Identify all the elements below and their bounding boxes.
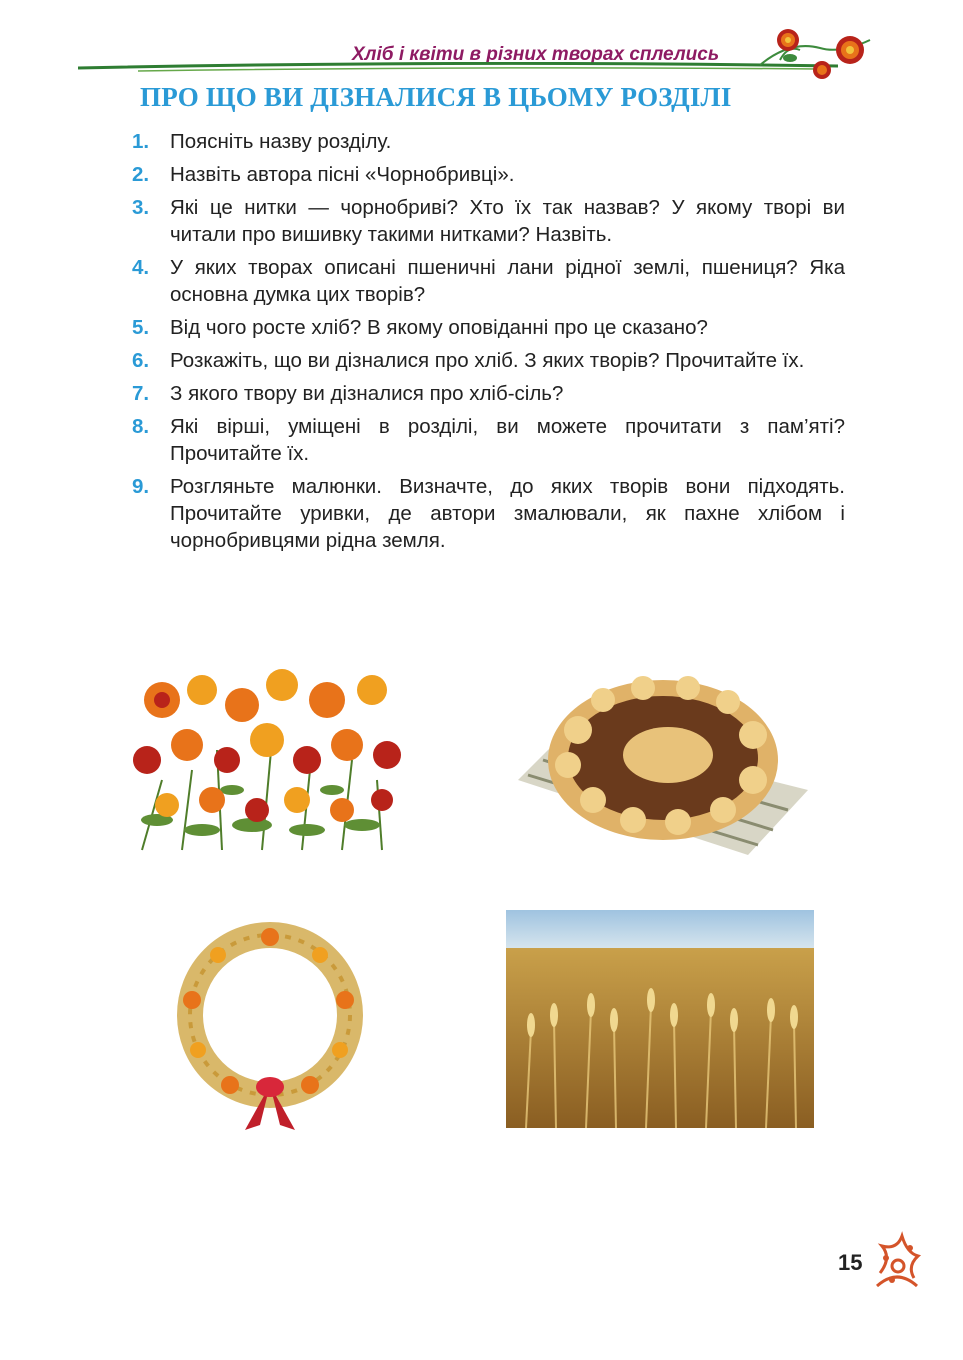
question-item bbox=[130, 194, 845, 248]
question-text: Від чого росте хліб? В якому оповіданні про це сказано? bbox=[170, 316, 708, 339]
question-number: 2. bbox=[132, 163, 150, 186]
wheat-field-photo bbox=[506, 910, 814, 1128]
question-item bbox=[130, 314, 845, 341]
header-stem-line bbox=[78, 62, 838, 76]
question-item bbox=[130, 254, 845, 308]
question-text: Назвіть автора пісні «Чорнобривці». bbox=[170, 163, 515, 186]
question-number: 9. bbox=[132, 475, 150, 498]
page-number: 15 bbox=[838, 1250, 863, 1275]
question-number: 6. bbox=[132, 349, 150, 372]
question-item bbox=[130, 413, 845, 467]
question-item bbox=[130, 347, 845, 374]
question-item bbox=[130, 473, 845, 554]
section-title: ПРО ЩО ВИ ДІЗНАЛИСЯ В ЦЬОМУ РОЗДІЛІ bbox=[140, 82, 732, 112]
question-number: 4. bbox=[132, 256, 150, 279]
korovai-bread-photo bbox=[508, 660, 808, 860]
wheat-wreath-illustration bbox=[160, 915, 380, 1140]
question-text: У яких творах описані пшеничні лани рідної землі, пшениця? Яка основна думка цих творів? bbox=[170, 256, 845, 306]
question-text: Розкажіть, що ви дізналися про хліб. З яких творів? Прочитайте їх. bbox=[170, 349, 805, 372]
corner-ornament-decoration bbox=[872, 1228, 922, 1290]
marigold-flowers-decoration bbox=[760, 20, 880, 90]
question-item bbox=[130, 128, 845, 155]
question-item bbox=[130, 380, 845, 407]
question-item bbox=[130, 161, 845, 188]
questions-list bbox=[130, 128, 845, 560]
question-text: Які це нитки — чорнобриві? Хто їх так назвав? У якому творі ви читали про вишивку такими нитками? Назвіть. bbox=[170, 196, 845, 246]
question-number: 8. bbox=[132, 415, 150, 438]
question-number: 5. bbox=[132, 316, 150, 339]
question-number: 1. bbox=[132, 130, 150, 153]
question-text: Поясніть назву розділу. bbox=[170, 130, 392, 153]
marigolds-illustration bbox=[122, 660, 412, 860]
question-text: Які вірші, уміщені в розділі, ви можете прочитати з пам’яті? Прочитайте їх. bbox=[170, 415, 845, 465]
question-text: З якого твору ви дізналися про хліб-сіль? bbox=[170, 382, 564, 405]
running-title: Хліб і квіти в різних творах сплелись bbox=[352, 44, 720, 65]
question-text: Розгляньте малюнки. Визначте, до яких творів вони підходять. Прочитайте уривки, де автори змалювали, як пахне хлібом і чорнобривцями рідна земля. bbox=[170, 475, 845, 552]
question-number: 3. bbox=[132, 196, 150, 219]
question-number: 7. bbox=[132, 382, 150, 405]
